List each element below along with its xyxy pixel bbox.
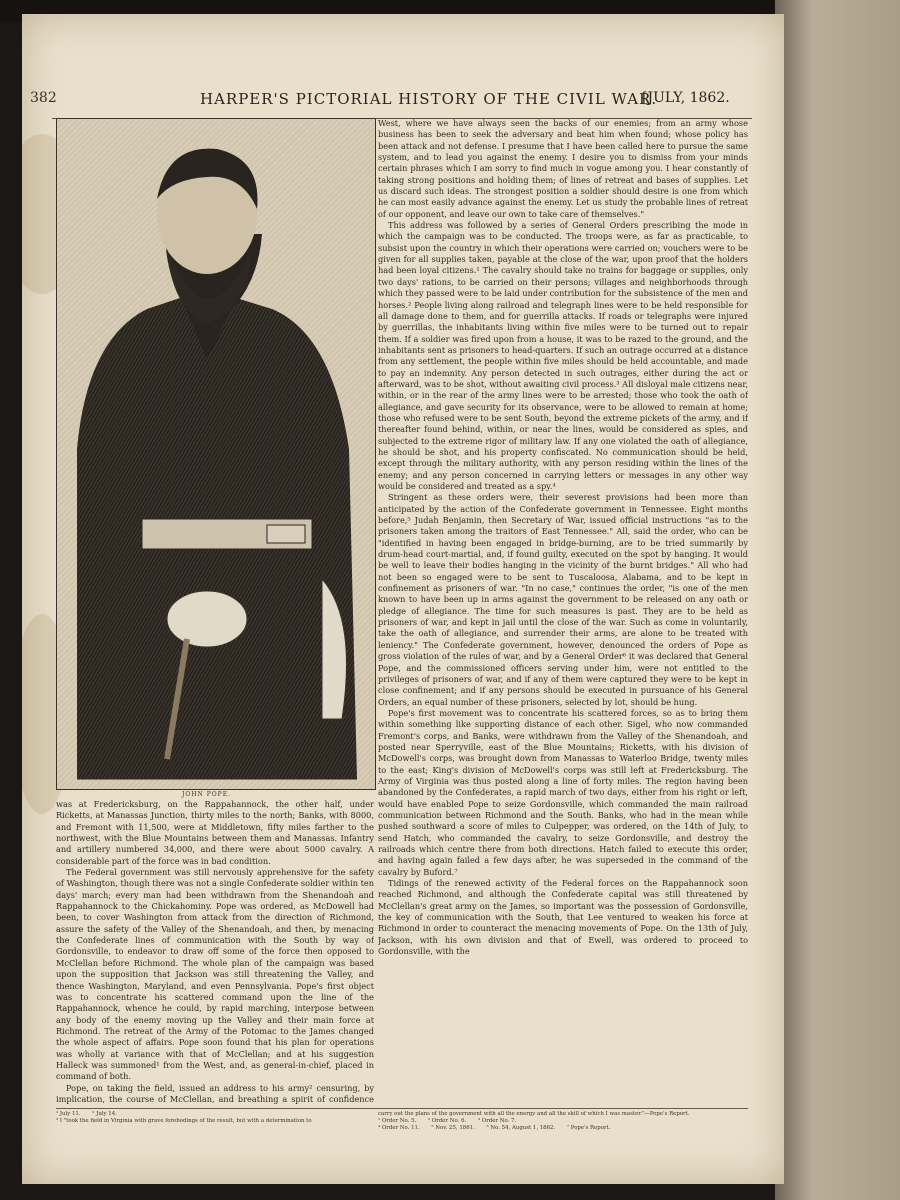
header-date: [JULY, 1862. [642,90,730,106]
page-number: 382 [30,90,57,106]
paragraph: West, where we have always seen the backs of our enemies; from an army whose business has been to seek the adversary and beat him when found; whose policy has been attack and not defense. I presume that I have been called here to pursue the same system, and to lead you against the enemy. I desire you to dismiss from your minds certain phrases which I am sorry to find much in vogue among you. I hear constantly of taking strong positions and holding them; of lines of retreat and bases of supplies. Let us discard such ideas. The strongest position a soldier should desire is one from which he can most easily advance against the enemy. Let us study the probable lines of retreat of our opponent, and leave our own to take care of themselves." [378,118,748,219]
footnote: ³ I "took the field in Virginia with grave forebodings of the result, but with a determination to [56,1118,312,1124]
portrait-figure [57,119,375,789]
footnote: ¹ July 11. [56,1111,81,1117]
paragraph: Pope's first movement was to concentrate his scattered forces, so as to bring them within something like supporting distance of each other. Sigel, who now commanded Fremont's corps, and Banks, were withdrawn from the Valley of the Shenandoah, and posted near Sperryville, east of the Blue Mountains; Ricketts, with his division of McDowell's corps, was brought down from Manassas to Waterloo Bridge, twenty miles to the east; King's division of McDowell's corps was still left at Fredericksburg. The Army of Virginia was thus posted along a line of forty miles. The region having been abandoned by the Confederates, a rapid march of two days, either from his right or left, would have enabled Pope to seize Gordonsville, which commanded the main railroad communication between Richmond and the South. Banks, who had in the mean while pushed southward a score of miles to Culpepper, was ordered, on the 14th of July, to send Hatch, who commanded the cavalry, to seize Gordonsville, and destroy the railroads which centre there from both directions. Hatch failed to execute this order, and having again failed a few days after, he was superseded in the command of the cavalry by Buford.⁷ [378,707,748,877]
footnote: ⁷ Pope's Report. [566,1125,611,1131]
footnote: ³ Order No. 7. [477,1118,517,1124]
paragraph: Tidings of the renewed activity of the Federal forces on the Rappahannock soon reached Richmond, and although the Confederate capital was still threatened by McClellan's great army on the James, so important was the possession of Gordonsville, the key of communication with the South, that Lee ventured to weaken his force at Richmond in order to counteract the menacing movements of Pope. On the 13th of July, Jackson, with his own division and that of Ewell, was ordered to proceed to Gordonsville, with the [378,878,748,957]
right-footnotes [378,1111,748,1132]
book-page [22,14,784,1184]
footnote: ¹ Order No. 5. [378,1118,417,1124]
paragraph: The Federal government was still nervously apprehensive for the safety of Washington, though there was not a single Confederate soldier within ten days' march; every man had been withdrawn from the Shenandoah and Rappahannock to the Chickahominy. Pope was ordered, as McDowell had been, to cover Washington from attack from the direction of Richmond, assure the safety of the Valley of the Shenandoah, and then, by menacing the Confederate lines of communication with the South by way of Gordonsville, to endeavor to draw off some of the force then opposed to McClellan before Richmond. The whole plan of the campaign was based upon the supposition that Jackson was still threatening the Valley, and thence Washington, Maryland, and even Pennsylvania. Pope's first object was to concentrate his scattered command upon the line of the Rappahannock, whence he could, by rapid marching, interpose between any body of the enemy moving up the Valley and their main force at Richmond. The retreat of the Army of the Potomac to the James changed the whole aspect of affairs. Pope soon found that his plan for operations was wholly at variance with that of McClellan; and at his suggestion Halleck was summoned¹ from the West, and, as general-in-chief, placed in command of both. [56,867,374,1082]
footnote: ⁵ Nov. 25, 1861. [431,1125,475,1131]
left-text-column [56,799,374,1104]
footnote: ² Order No. 6. [427,1118,467,1124]
paragraph: Stringent as these orders were, their severest provisions had been more than anticipated by the action of the Confederate government in Tennessee. Eight months before,⁵ Judah Benjamin, then Secretary of War, issued official instructions "as to the prisoners taken among the traitors of East Tennessee." All, said the order, who can be "identified in having been engaged in bridge-burning, are to be tried summarily by drum-head court-martial, and, if found guilty, executed on the spot by hanging. It would be well to leave their bodies hanging in the vicinity of the burnt bridges." All who had not been so engaged were to be sent to Tuscaloosa, Alabama, and to be kept in confinement as prisoners of war. "In no case," continues the order, "is one of the men known to have been up in arms against the government to be released on any oath or pledge of allegiance. The time for such measures is past. They are to be held as prisoners of war, and kept in jail until the close of the war. Such as come in voluntarily, take the oath of allegiance, and surrender their arms, are alone to be treated with leniency." The Confederate government, however, denounced the orders of Pope as gross violation of the rules of war, and by a General Order⁶ it was declared that General Pope, and the commissioned officers serving under him, were not entitled to the privileges of prisoners of war, and if any of them were captured they were to be kept in close confinement; and if any persons should be executed in pursuance of his General Orders, an equal number of these prisoners, selected by lot, should be hung. [378,492,748,707]
footnote: ⁶ No. 54, August 1, 1862. [486,1125,556,1131]
portrait-engraving [56,118,376,790]
running-header [22,90,784,116]
footnote: ⁴ Order No. 11. [378,1125,420,1131]
paragraph: was at Fredericksburg, on the Rappahannock, the other half, under Ricketts, at Manassas Junction, thirty miles to the north; Banks, with 8000, and Fremont with 11,500, were at Middletown, fifty miles farther to the northwest, with the Blue Mountains between them and Manassas. Infantry and artillery numbered 34,000, and there were about 5000 cavalry. A considerable part of the force was in bad condition. [56,799,374,866]
paragraph: This address was followed by a series of General Orders prescribing the mode in which the campaign was to be conducted. The troops were, as far as practicable, to subsist upon the country in which their operations were carried on; vouchers were to be given for all supplies taken, payable at the close of the war, upon proof that the holders had been loyal citizens.¹ The cavalry should take no trains for baggage or supplies, only two days' rations, to be carried on their persons; villages and neighborhoods through which they passed were to be laid under contribution for the subsistence of the men and horses.² People living along railroad and telegraph lines were to be held responsible for all damage done to them, and for guerrilla attacks. If roads or telegraphs were injured by guerrillas, the inhabitants living within five miles were to be turned out to repair them. If a soldier was fired upon from a house, it was to be razed to the ground, and the inhabitants sent as prisoners to head-quarters. If such an outrage occurred at a distance from any settlement, the people within five miles should be held accountable, and made to pay an indemnity. Any person detected in such outrages, either during the act or afterward, was to be shot, without awaiting civil process.³ All disloyal male citizens near, within, or in the rear of the army lines were to be arrested; those who took the oath of allegiance, and gave security for its observance, were to be allowed to remain at home; those who refused were to be sent South, beyond the extreme pickets of the army, and if thereafter found behind, within, or near the lines, would be considered as spies, and subjected to the extreme rigor of military law. If any one violated the oath of allegiance, he should be shot, and his property confiscated. No communication should be held, except through the military authority, with any person residing within the lines of the enemy; and any person concerned in carrying letters or messages in any other way would be considered and treated as a spy.⁴ [378,220,748,491]
footnote-rule [56,1108,748,1109]
footnote: ² July 14. [92,1111,117,1117]
right-text-column [378,118,748,1103]
adjacent-page-edge [775,0,900,1200]
footnote: carry out the plans of the government with all the energy and all the skill of which I was master."—Pope's Report. [378,1111,690,1117]
portrait-caption: JOHN POPE. [182,791,231,798]
paragraph: Pope, on taking the field, issued an address to his army² censuring, by implication, the course of McClellan, and breathing a spirit of confidence [56,1082,374,1104]
book-title: HARPER'S PICTORIAL HISTORY OF THE CIVIL WAR. [200,90,658,108]
left-footnotes [56,1111,374,1125]
